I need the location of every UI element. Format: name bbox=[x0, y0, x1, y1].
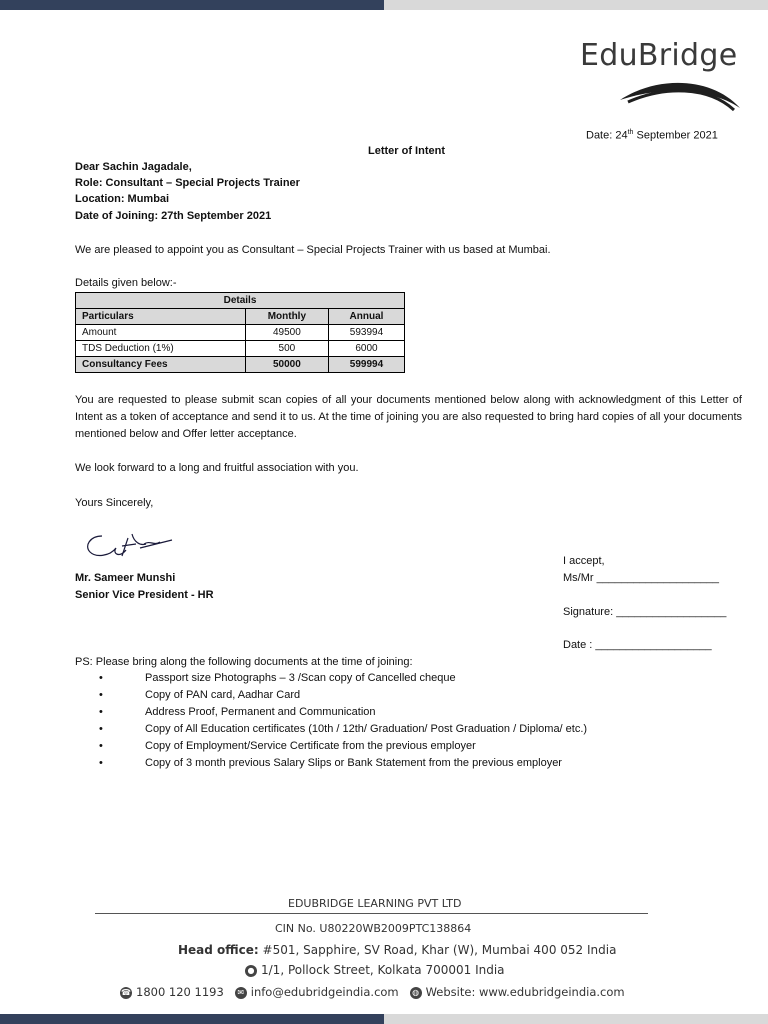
email-address: info@edubridgeindia.com bbox=[250, 985, 399, 999]
date-of-joining: Date of Joining: 27th September 2021 bbox=[75, 210, 272, 222]
location: Location: Mumbai bbox=[75, 193, 170, 205]
bullet-icon: • bbox=[99, 723, 103, 735]
table-title: Details bbox=[76, 293, 405, 309]
details-intro: Details given below:- bbox=[75, 277, 177, 289]
details-table bbox=[75, 292, 405, 373]
table-cell: 6000 bbox=[328, 341, 404, 357]
signatory-name: Mr. Sameer Munshi bbox=[75, 572, 176, 584]
bullet-icon: • bbox=[99, 757, 103, 769]
date-line: Date : ___________________ bbox=[563, 639, 712, 651]
table-header: Monthly bbox=[245, 309, 328, 325]
letter-title: Letter of Intent bbox=[368, 145, 445, 157]
forward-text: We look forward to a long and fruitful association with you. bbox=[75, 462, 359, 474]
signature-line: Signature: __________________ bbox=[563, 606, 727, 618]
ps-text: PS: Please bring along the following documents at the time of joining: bbox=[75, 656, 413, 668]
bottom-accent-bar-right bbox=[384, 1014, 768, 1024]
greeting: Dear Sachin Jagadale, bbox=[75, 161, 192, 173]
list-item: • Copy of All Education certificates (10th / 12th/ Graduation/ Post Graduation / Diploma/ etc.) bbox=[75, 721, 587, 738]
role: Role: Consultant – Special Projects Trainer bbox=[75, 177, 300, 189]
list-item: • Address Proof, Permanent and Communication bbox=[75, 704, 587, 721]
list-item: • Copy of 3 month previous Salary Slips or Bank Statement from the previous employer bbox=[75, 755, 587, 772]
logo-text: EduBridge bbox=[580, 38, 738, 73]
bottom-accent-bar-left bbox=[0, 1014, 384, 1024]
documents-list bbox=[75, 670, 587, 772]
email-icon: ✉ bbox=[235, 987, 247, 999]
footer-head-office: Head office: #501, Sapphire, SV Road, Khar (W), Mumbai 400 052 India bbox=[178, 943, 617, 957]
table-row bbox=[76, 357, 405, 373]
footer-cin: CIN No. U80220WB2009PTC138864 bbox=[275, 922, 472, 935]
footer-contacts bbox=[120, 985, 625, 999]
top-accent-bar-left bbox=[0, 0, 384, 10]
signatory-title: Senior Vice President - HR bbox=[75, 589, 214, 601]
letter-date: Date: 24th September 2021 bbox=[586, 129, 718, 142]
footer-kolkata: ● 1/1, Pollock Street, Kolkata 700001 India bbox=[245, 963, 505, 977]
table-cell: 49500 bbox=[245, 325, 328, 341]
table-cell: 599994 bbox=[328, 357, 404, 373]
logo-swoosh-icon bbox=[616, 76, 742, 112]
table-cell: 500 bbox=[245, 341, 328, 357]
table-row bbox=[76, 341, 405, 357]
table-row bbox=[76, 325, 405, 341]
ms-mr-line: Ms/Mr ____________________ bbox=[563, 572, 719, 584]
bullet-icon: • bbox=[99, 689, 103, 701]
table-cell: 50000 bbox=[245, 357, 328, 373]
location-icon: ● bbox=[245, 965, 257, 977]
request-paragraph: You are requested to please submit scan copies of all your documents mentioned below along with acknowledgment of this Letter of Intent as a token of acceptance and send it to us. At the time of joining you are also requested to bring hard copies of all your documents mentioned below and Offer letter acceptance. bbox=[75, 394, 742, 440]
footer-divider bbox=[95, 913, 648, 914]
globe-icon: ◍ bbox=[410, 987, 422, 999]
table-header: Particulars bbox=[76, 309, 246, 325]
footer-company: EDUBRIDGE LEARNING PVT LTD bbox=[288, 897, 462, 910]
table-cell: TDS Deduction (1%) bbox=[76, 341, 246, 357]
list-item: • Copy of Employment/Service Certificate from the previous employer bbox=[75, 738, 587, 755]
accept-text: I accept, bbox=[563, 555, 605, 567]
table-cell: Amount bbox=[76, 325, 246, 341]
edubridge-logo bbox=[578, 38, 748, 118]
signature-image bbox=[82, 528, 178, 562]
top-accent-bar-right bbox=[384, 0, 768, 10]
list-item: • Copy of PAN card, Aadhar Card bbox=[75, 687, 587, 704]
phone-icon: ☎ bbox=[121, 987, 131, 997]
table-header: Annual bbox=[328, 309, 404, 325]
phone-number: 1800 120 1193 bbox=[136, 985, 224, 999]
bullet-icon: • bbox=[99, 706, 103, 718]
table-cell: 593994 bbox=[328, 325, 404, 341]
website-link: Website: www.edubridgeindia.com bbox=[425, 985, 625, 999]
bullet-icon: • bbox=[99, 672, 103, 684]
table-cell: Consultancy Fees bbox=[76, 357, 246, 373]
appointment-text: We are pleased to appoint you as Consultant – Special Projects Trainer with us based at Mumbai. bbox=[75, 244, 551, 256]
list-item: • Passport size Photographs – 3 /Scan copy of Cancelled cheque bbox=[75, 670, 587, 687]
bullet-icon: • bbox=[99, 740, 103, 752]
closing: Yours Sincerely, bbox=[75, 497, 154, 509]
